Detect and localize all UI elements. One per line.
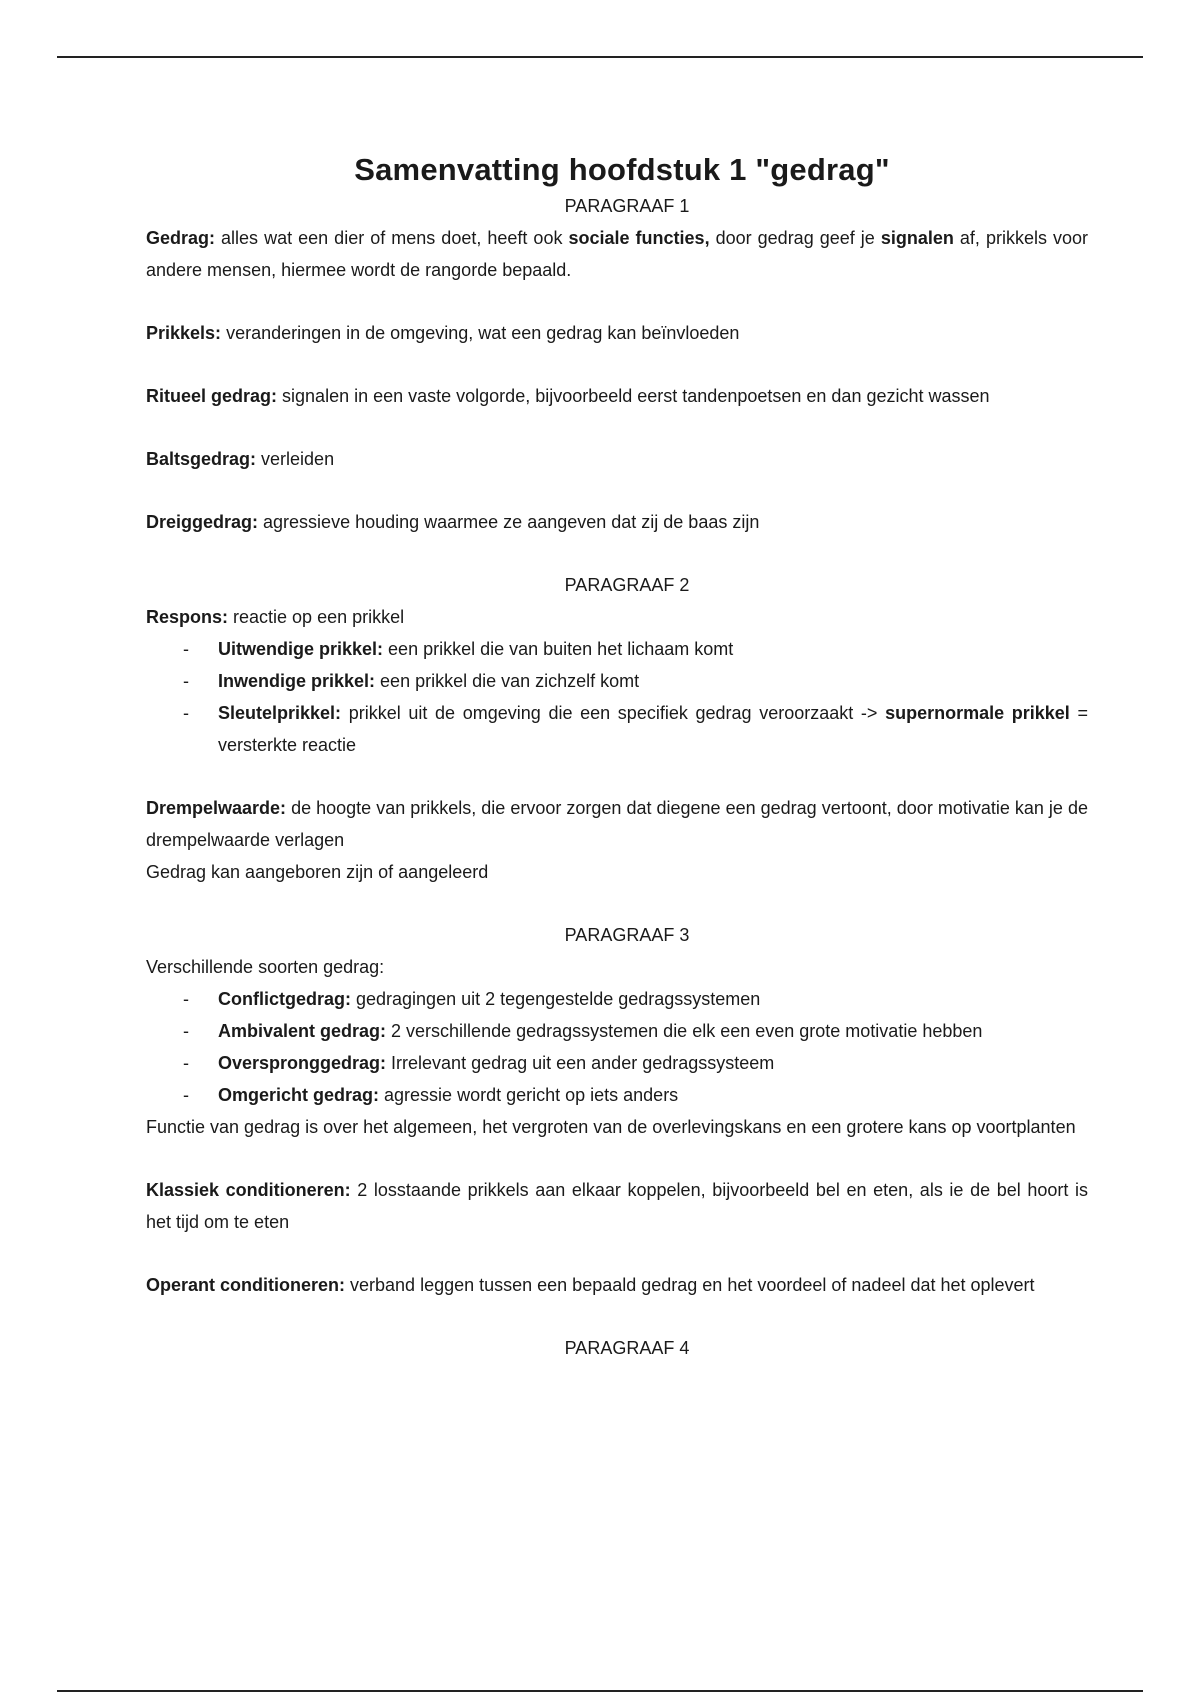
paragraph-4-heading: PARAGRAAF 4 [564,1338,690,1358]
list-item-text: een prikkel die van zichzelf komt [375,671,640,691]
term-klassiek-conditioneren: Klassiek conditioneren: [146,1180,351,1200]
term-drempelwaarde: Drempelwaarde: [146,798,287,818]
list-item [146,1079,1088,1111]
term-gedrag: Gedrag: [146,228,216,248]
term-omgericht-gedrag: Omgericht gedrag: [218,1085,380,1105]
term-inwendige-prikkel: Inwendige prikkel: [218,671,376,691]
bullet-dash: - [183,1053,189,1073]
bullet-dash: - [183,1085,189,1105]
aangeboren-note: Gedrag kan aangeboren zijn of aangeleerd [146,862,489,882]
paragraph-1-heading: PARAGRAAF 1 [564,196,690,216]
list-item-text: prikkel uit de omgeving die een specifiek gedrag veroorzaakt -> [341,703,886,723]
definition-text: signalen in een vaste volgorde, bijvoorbeeld eerst tandenpoetsen en dan gezicht wassen [277,386,990,406]
list-item-text: = versterkte reactie [218,703,1088,755]
list-item [146,983,1088,1015]
definition-drempelwaarde [146,792,1088,856]
term-ambivalent-gedrag: Ambivalent gedrag: [218,1021,387,1041]
paragraph-3-heading: PARAGRAAF 3 [564,925,690,945]
prikkel-types-list [146,633,1088,761]
list-item [146,1047,1088,1079]
term-baltsgedrag: Baltsgedrag: [146,449,257,469]
definition-text: verband leggen tussen een bepaald gedrag en het voordeel of nadeel dat het oplevert [345,1275,1035,1295]
term-ritueel-gedrag: Ritueel gedrag: [146,386,278,406]
term-supernormale-prikkel: supernormale prikkel [885,703,1070,723]
term-overspronggedrag: Overspronggedrag: [218,1053,387,1073]
definition-klassiek-conditioneren [146,1174,1088,1238]
term-uitwendige-prikkel: Uitwendige prikkel: [218,639,384,659]
definition-text: 2 losstaande prikkels aan elkaar koppelen, bijvoorbeeld bel en eten, als ie de bel hoort is het tijd om te eten [146,1180,1088,1232]
definition-text: verleiden [256,449,335,469]
list-item-text: een prikkel die van buiten het lichaam komt [383,639,734,659]
list-item [146,697,1088,761]
document-page [146,150,1088,1364]
definition-prikkels [146,317,1088,349]
definition-text: veranderingen in de omgeving, wat een gedrag kan beïnvloeden [221,323,740,343]
definition-text: agressieve houding waarmee ze aangeven dat zij de baas zijn [258,512,760,532]
term-signalen: signalen [880,228,954,248]
list-item-text: gedragingen uit 2 tegengestelde gedragssystemen [351,989,761,1009]
term-prikkels: Prikkels: [146,323,222,343]
definition-text: de hoogte van prikkels, die ervoor zorgen dat diegene een gedrag vertoont, door motivatie kan je de drempelwaarde verlagen [146,798,1088,850]
bullet-dash: - [183,639,189,659]
term-sociale-functies: sociale functies, [568,228,710,248]
top-rule [57,56,1143,58]
definition-gedrag [146,222,1088,286]
list-item [146,665,1088,697]
definition-text: reactie op een prikkel [228,607,405,627]
term-respons: Respons: [146,607,229,627]
gedrag-types-intro: Verschillende soorten gedrag: [146,957,385,977]
term-dreiggedrag: Dreiggedrag: [146,512,259,532]
gedrag-types-list [146,983,1088,1111]
definition-text: alles wat een dier of mens doet, heeft ook [215,228,569,248]
bullet-dash: - [183,671,189,691]
bottom-rule [57,1690,1143,1692]
definition-text: af, prikkels voor andere mensen, hiermee wordt de rangorde bepaald. [146,228,1088,280]
definition-respons [146,601,1088,633]
definition-text: door gedrag geef je [709,228,881,248]
bullet-dash: - [183,703,189,723]
definition-baltsgedrag [146,443,1088,475]
bullet-dash: - [183,1021,189,1041]
definition-ritueel-gedrag [146,380,1088,412]
list-item-text: 2 verschillende gedragssystemen die elk een even grote motivatie hebben [386,1021,983,1041]
list-item [146,1015,1088,1047]
list-item-text: Irrelevant gedrag uit een ander gedragssysteem [386,1053,775,1073]
term-conflictgedrag: Conflictgedrag: [218,989,351,1009]
document-title: Samenvatting hoofdstuk 1 "gedrag" [354,152,890,187]
term-sleutelprikkel: Sleutelprikkel: [218,703,342,723]
definition-dreiggedrag [146,506,1088,538]
definition-operant-conditioneren [146,1269,1088,1301]
list-item-text: agressie wordt gericht op iets anders [379,1085,679,1105]
paragraph-2-heading: PARAGRAAF 2 [564,575,690,595]
list-item [146,633,1088,665]
bullet-dash: - [183,989,189,1009]
functie-note: Functie van gedrag is over het algemeen, het vergroten van de overlevingskans en een grotere kans op voortplanten [146,1117,1076,1137]
term-operant-conditioneren: Operant conditioneren: [146,1275,346,1295]
